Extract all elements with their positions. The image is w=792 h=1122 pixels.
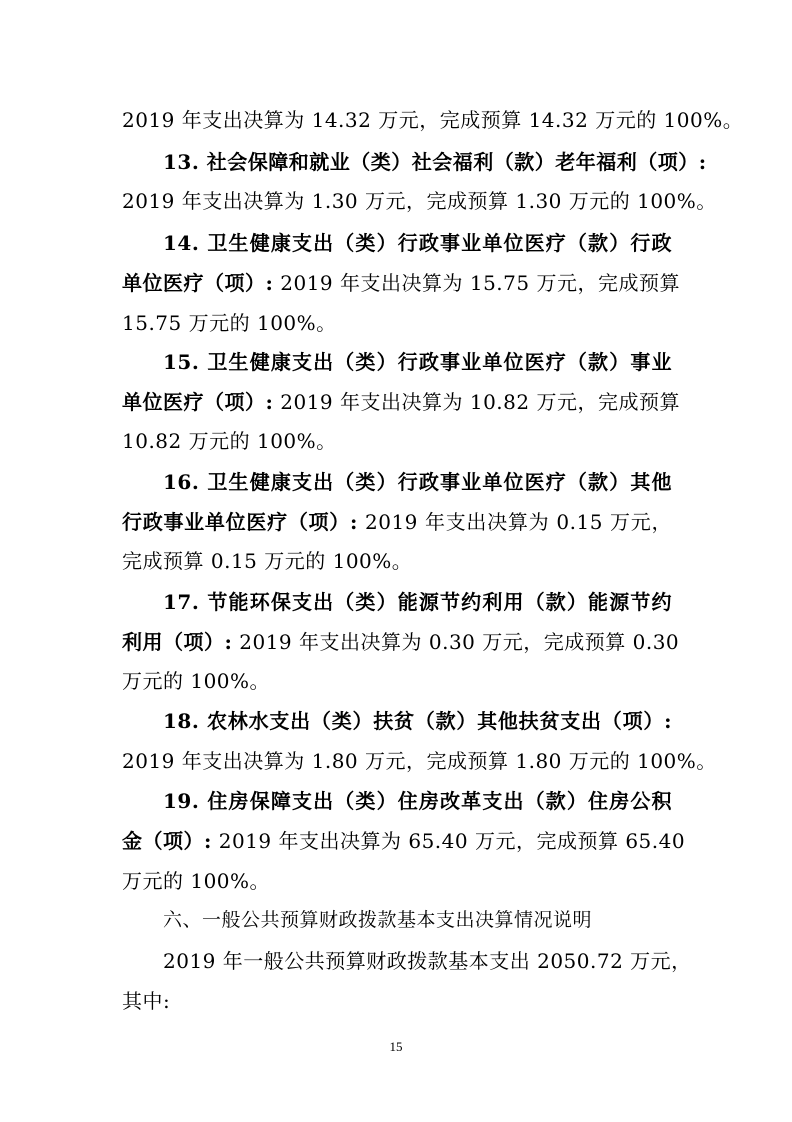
p17-line-3: 万元的 100%。 — [122, 669, 271, 693]
p15-line-2-bold: 单位医疗（项）: — [122, 390, 274, 414]
p15-line-2-rest: 2019 年支出决算为 10.82 万元，完成预算 — [273, 390, 680, 414]
p15-title: 15. 卫生健康支出（类）行政事业单位医疗（款）事业 — [163, 350, 672, 374]
p15-line-2 — [122, 390, 680, 414]
p19-line-2-bold: 金（项）: — [122, 829, 212, 853]
p18-line-2: 2019 年支出决算为 1.80 万元，完成预算 1.80 万元的 100%。 — [122, 749, 717, 773]
p13-title: 13. 社会保障和就业（类）社会福利（款）老年福利（项）: — [163, 150, 707, 174]
p14-line-2-rest: 2019 年支出决算为 15.75 万元，完成预算 — [273, 271, 680, 295]
section-6-heading: 六、一般公共预算财政拨款基本支出决算情况说明 — [163, 909, 593, 931]
p15-line-3: 10.82 万元的 100%。 — [122, 429, 337, 453]
page-number: 15 — [389, 1039, 403, 1054]
p16-line-2-rest: 2019 年支出决算为 0.15 万元， — [357, 510, 673, 534]
p17-line-2 — [122, 630, 680, 654]
p14-line-2 — [122, 271, 680, 295]
p13-line-2: 2019 年支出决算为 1.30 万元，完成预算 1.30 万元的 100%。 — [122, 189, 717, 213]
p19-line-3: 万元的 100%。 — [122, 869, 271, 893]
p14-line-2-bold: 单位医疗（项）: — [122, 271, 274, 295]
p17-title: 17. 节能环保支出（类）能源节约利用（款）能源节约 — [163, 590, 672, 614]
p19-line-2 — [122, 829, 686, 853]
p16-line-3: 完成预算 0.15 万元的 100%。 — [122, 549, 413, 573]
p18-title: 18. 农林水支出（类）扶贫（款）其他扶贫支出（项）: — [163, 709, 672, 733]
p19-title: 19. 住房保障支出（类）住房改革支出（款）住房公积 — [163, 789, 672, 813]
section-6-line-2: 其中: — [122, 989, 171, 1013]
p16-line-2 — [122, 510, 672, 534]
p16-line-2-bold: 行政事业单位医疗（项）: — [122, 510, 358, 534]
p17-line-2-rest: 2019 年支出决算为 0.30 万元，完成预算 0.30 — [232, 630, 680, 654]
section-6-line-1: 2019 年一般公共预算财政拨款基本支出 2050.72 万元， — [163, 949, 692, 973]
p19-line-2-rest: 2019 年支出决算为 65.40 万元，完成预算 65.40 — [211, 829, 686, 853]
p14-line-3: 15.75 万元的 100%。 — [122, 311, 337, 335]
p16-title: 16. 卫生健康支出（类）行政事业单位医疗（款）其他 — [163, 470, 672, 494]
p12-line-1: 2019 年支出决算为 14.32 万元，完成预算 14.32 万元的 100%。 — [122, 108, 744, 132]
p17-line-2-bold: 利用（项）: — [122, 630, 233, 654]
p14-title: 14. 卫生健康支出（类）行政事业单位医疗（款）行政 — [163, 231, 672, 255]
